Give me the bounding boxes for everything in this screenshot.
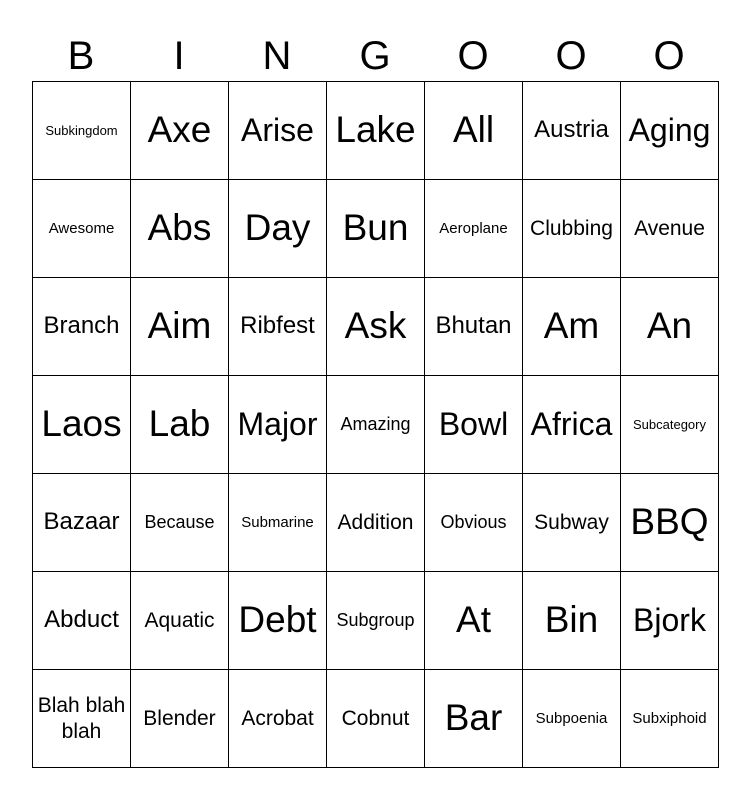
bingo-cell[interactable]: Lake	[327, 82, 425, 180]
header-letter-b: B	[67, 34, 95, 78]
header-letter-g: G	[359, 34, 391, 78]
bingo-cell[interactable]: Ribfest	[229, 278, 327, 376]
bingo-cell[interactable]: Blah blah blah	[33, 670, 131, 768]
bingo-cell[interactable]: Day	[229, 180, 327, 278]
bingo-cell[interactable]: Debt	[229, 572, 327, 670]
bingo-cell[interactable]: Major	[229, 376, 327, 474]
bingo-cell[interactable]: Axe	[131, 82, 229, 180]
bingo-cell[interactable]: Branch	[33, 278, 131, 376]
bingo-cell[interactable]: Clubbing	[523, 180, 621, 278]
bingo-cell[interactable]: Subpoenia	[523, 670, 621, 768]
bingo-cell[interactable]: Blender	[131, 670, 229, 768]
bingo-cell[interactable]: Bar	[425, 670, 523, 768]
bingo-cell[interactable]: Lab	[131, 376, 229, 474]
bingo-cell[interactable]: Cobnut	[327, 670, 425, 768]
bingo-cell[interactable]: Subcategory	[621, 376, 719, 474]
bingo-header	[32, 30, 718, 82]
bingo-cell[interactable]: Abs	[131, 180, 229, 278]
bingo-cell[interactable]: Because	[131, 474, 229, 572]
bingo-cell[interactable]: Austria	[523, 82, 621, 180]
bingo-cell[interactable]: Africa	[523, 376, 621, 474]
bingo-cell[interactable]: Bazaar	[33, 474, 131, 572]
bingo-cell[interactable]: Avenue	[621, 180, 719, 278]
bingo-cell[interactable]: Subway	[523, 474, 621, 572]
bingo-cell[interactable]: An	[621, 278, 719, 376]
bingo-cell[interactable]: Awesome	[33, 180, 131, 278]
bingo-cell[interactable]: Aquatic	[131, 572, 229, 670]
header-letter-o3: O	[653, 34, 685, 78]
header-letter-o2: O	[555, 34, 587, 78]
bingo-cell[interactable]: Addition	[327, 474, 425, 572]
bingo-cell[interactable]: Aging	[621, 82, 719, 180]
bingo-cell[interactable]: Ask	[327, 278, 425, 376]
bingo-cell[interactable]: Bun	[327, 180, 425, 278]
bingo-cell[interactable]: Aim	[131, 278, 229, 376]
bingo-cell[interactable]: Arise	[229, 82, 327, 180]
bingo-cell[interactable]: Am	[523, 278, 621, 376]
header-letter-i: I	[173, 34, 185, 78]
bingo-cell[interactable]: Bjork	[621, 572, 719, 670]
bingo-cell[interactable]: Subgroup	[327, 572, 425, 670]
bingo-cell[interactable]: At	[425, 572, 523, 670]
header-letter-o1: O	[457, 34, 489, 78]
bingo-cell[interactable]: BBQ	[621, 474, 719, 572]
bingo-cell[interactable]: Aeroplane	[425, 180, 523, 278]
bingo-cell[interactable]: Bowl	[425, 376, 523, 474]
bingo-cell[interactable]: Subxiphoid	[621, 670, 719, 768]
bingo-cell[interactable]: Amazing	[327, 376, 425, 474]
bingo-cell[interactable]: Obvious	[425, 474, 523, 572]
bingo-cell[interactable]: Laos	[33, 376, 131, 474]
bingo-cell[interactable]: Abduct	[33, 572, 131, 670]
bingo-cell[interactable]: All	[425, 82, 523, 180]
bingo-cell[interactable]: Subkingdom	[33, 82, 131, 180]
bingo-card-grid	[32, 81, 719, 768]
bingo-cell[interactable]: Submarine	[229, 474, 327, 572]
bingo-cell[interactable]: Acrobat	[229, 670, 327, 768]
bingo-cell[interactable]: Bhutan	[425, 278, 523, 376]
header-letter-n: N	[262, 34, 292, 78]
bingo-cell[interactable]: Bin	[523, 572, 621, 670]
